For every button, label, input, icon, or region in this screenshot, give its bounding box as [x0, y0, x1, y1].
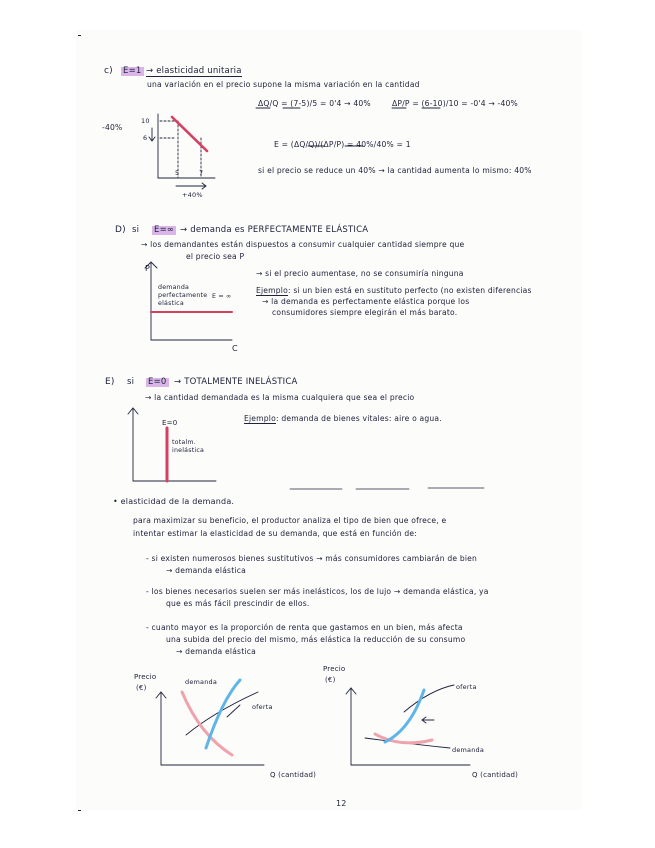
section-d-desc-2: el precio sea P: [186, 252, 245, 261]
graph-d-curve-label: demanda perfectamente elástica: [158, 284, 208, 308]
section-c-conclusion: si el precio se reduce un 40% → la cantidad aumenta lo mismo: 40%: [258, 166, 532, 175]
determinant-3-line-3: → demanda elástica: [176, 647, 256, 656]
graph-c-down-arrow: [149, 128, 155, 141]
example-tag: Ejemplo: [256, 286, 288, 295]
example-text: : demanda de bienes vitales: aire o agua.: [275, 414, 442, 423]
graph-c-demand-line: [172, 117, 207, 151]
graph-left-y-sub: (€): [136, 684, 147, 692]
section-e-desc: → la cantidad demandada es la misma cualquiera que sea el precio: [145, 393, 415, 402]
formula-price: ΔP/P = (6-10)/10 = -0'4 → -40%: [392, 99, 518, 108]
section-d-letter: D): [115, 225, 126, 235]
graph-c-bottom-label: +40%: [182, 191, 203, 199]
formula-quantity: ΔQ/Q = (7-5)/5 = 0'4 → 40%: [258, 99, 371, 108]
graph-e-e-label: E=0: [162, 419, 178, 427]
graph-c-xtick-7: 7: [199, 169, 204, 177]
section-e-condition: E=0: [148, 377, 167, 387]
graph-e-curve-label: totalm. inelástica: [172, 439, 205, 455]
determinant-3-line-2: una subida del precio del mismo, más elástica la reducción de su consumo: [166, 635, 466, 644]
determinants-intro-2: intentar estimar la elasticidad de su demanda, que está en función de:: [133, 529, 418, 538]
graph-c-ytick-6: 6: [143, 134, 148, 142]
graph-d-x-label: C: [232, 344, 238, 353]
determinant-2-line-1: - los bienes necesarios suelen ser más inelásticos, los de lujo → demanda elástica, ya: [146, 587, 489, 596]
determinants-title: • elasticidad de la demanda.: [113, 497, 235, 506]
example-text: : si un bien está en sustituto perfecto (no existen diferencias: [287, 286, 532, 295]
section-c-description: una variación en el precio supone la misma variación en la cantidad: [147, 80, 420, 89]
page-mark-bottom: [78, 810, 81, 811]
determinant-1-line-2: → demanda elástica: [166, 566, 246, 575]
graph-c-left-label: -40%: [102, 123, 123, 132]
example-tag: Ejemplo: [244, 414, 276, 423]
section-c-title: → elasticidad unitaria: [146, 66, 242, 76]
determinant-3-line-1: - cuanto mayor es la proporción de renta que gastamos en un bien, más afecta: [146, 623, 463, 632]
section-d-note: → si el precio aumentase, no se consumiría ninguna: [256, 269, 464, 278]
determinant-2-line-2: que es más fácil prescindir de ellos.: [166, 599, 310, 608]
graph-right-demand-label: demanda: [452, 746, 485, 754]
graph-right-y-sub: (€): [325, 676, 336, 684]
graph-c-axes: [158, 114, 215, 178]
graph-right-arrow: [422, 717, 434, 723]
graph-d-axes: [151, 262, 232, 340]
section-d-si: si: [132, 225, 140, 235]
graph-right-supply-curve: [385, 690, 424, 742]
graph-left-x-label: Q (cantidad): [270, 771, 317, 779]
graph-c-right-arrow: [176, 183, 206, 189]
determinant-1-line-1: - si existen numerosos bienes sustitutivos → más consumidores cambiarán de bien: [146, 554, 478, 563]
page-number: 12: [336, 799, 347, 808]
formula-elasticity: E = (ΔQ/Q)/(ΔP/P) = 40%/40% = 1: [274, 140, 411, 149]
section-e-si: si: [127, 377, 135, 387]
graph-c-ytick-10: 10: [141, 117, 150, 125]
graph-c-xtick-5: 5: [175, 169, 180, 177]
section-c-letter: c): [104, 66, 113, 76]
graph-e-axes: [133, 409, 216, 481]
section-c-condition: E=1: [123, 66, 142, 76]
graph-right-supply-line: [404, 685, 454, 712]
section-d-desc-1: → los demandantes están dispuestos a consumir cualquier cantidad siempre que: [141, 240, 465, 249]
section-d-title: → demanda es PERFECTAMENTE ELÁSTICA: [180, 225, 369, 235]
graph-left-supply-curve: [206, 680, 240, 748]
graph-left-y-label: Precio: [134, 673, 157, 681]
divider-lines: [290, 488, 484, 489]
graph-right-demand-curve: [375, 734, 432, 743]
section-d-example-3: consumidores siempre elegirán el más barato.: [272, 308, 458, 317]
graph-left-demand-label: demanda: [185, 678, 218, 686]
determinants-intro-1: para maximizar su beneficio, el productor analiza el tipo de bien que ofrece, e: [133, 516, 447, 525]
graph-left-demand-line: [186, 692, 258, 735]
section-d-example-2: → la demanda es perfectamente elástica porque los: [262, 297, 470, 306]
graph-c-guides: [158, 121, 204, 178]
graph-right-y-label: Precio: [323, 665, 346, 673]
section-d-condition: E=∞: [154, 225, 175, 235]
graph-d-e-label: E = ∞: [212, 293, 232, 300]
graph-d-y-label: P: [145, 264, 151, 273]
graph-right-axes: [351, 688, 470, 765]
page-mark-top: [78, 35, 81, 36]
section-e-title: → TOTALMENTE INELÁSTICA: [174, 377, 298, 387]
graph-right-x-label: Q (cantidad): [472, 771, 519, 779]
graph-right-supply-label: oferta: [456, 683, 477, 691]
graph-left-supply-label: oferta: [252, 703, 273, 711]
section-e-letter: E): [105, 377, 115, 387]
